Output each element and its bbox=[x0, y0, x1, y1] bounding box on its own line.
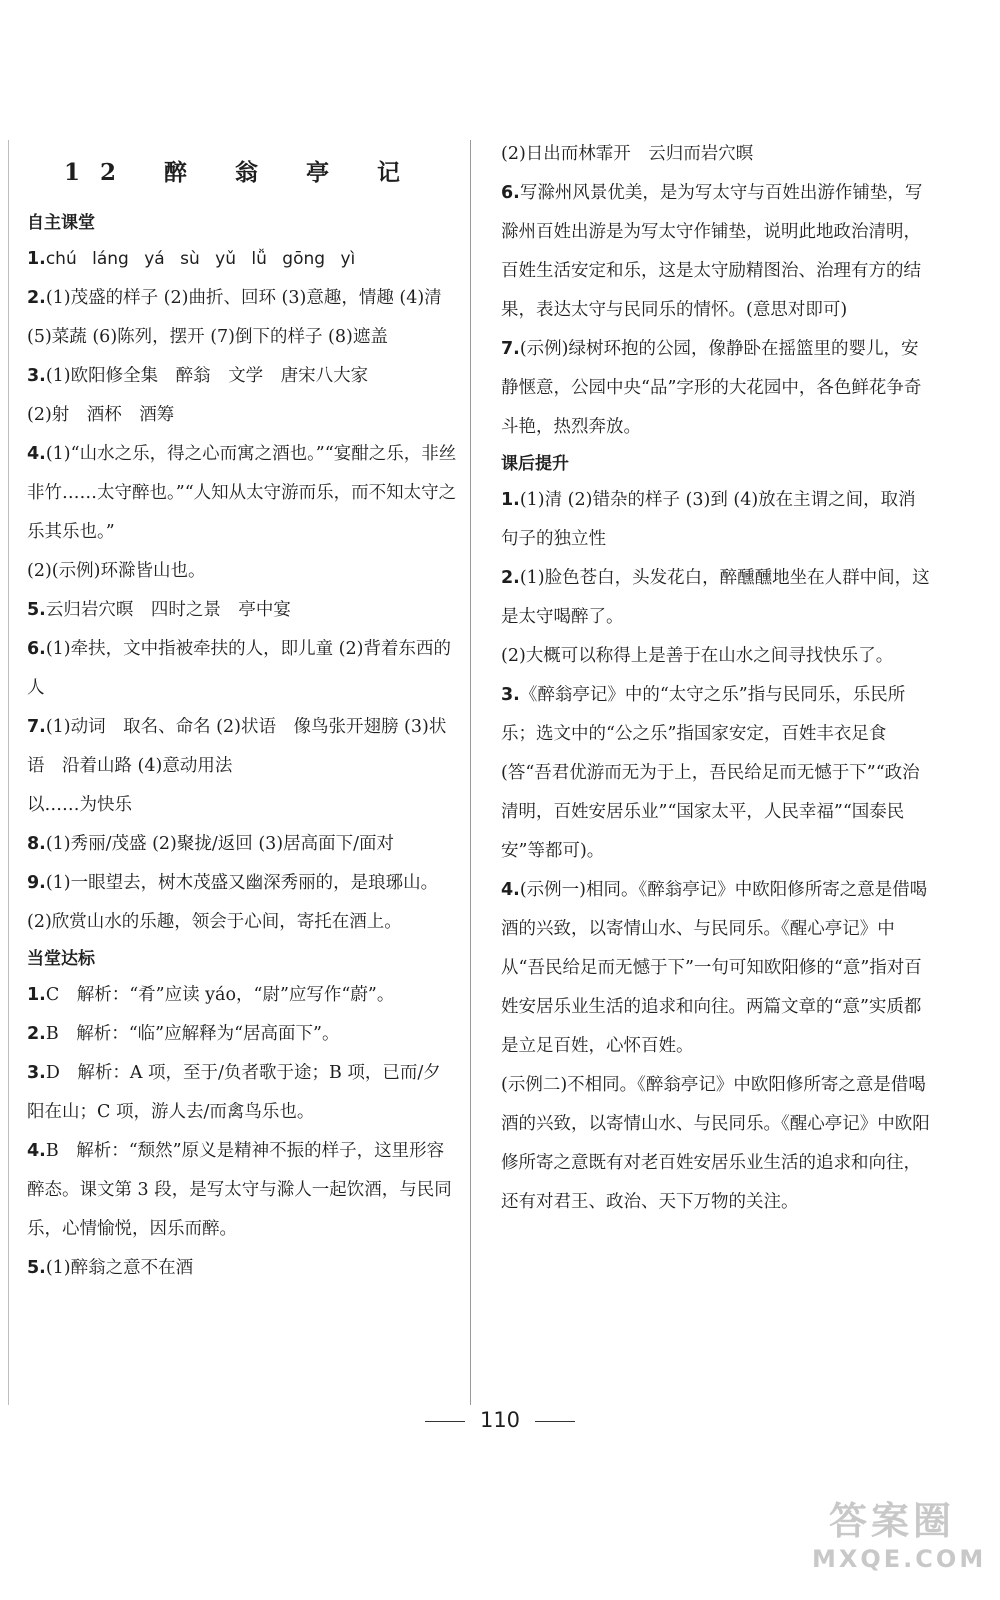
answer-item: 3.D 解析：A 项，至于/负者歌于途；B 项，已而/夕阳在山；C 项，游人去/而禽鸟乐也。 bbox=[27, 1063, 441, 1122]
footer-dash-right bbox=[535, 1421, 575, 1422]
answer-subitem: (2)欣赏山水的乐趣，领会于心间，寄托在酒上。 bbox=[27, 912, 402, 932]
answer-subitem: 以……为快乐 bbox=[27, 795, 132, 815]
answer-item: 1.(1)清 (2)错杂的样子 (3)到 (4)放在主谓之间，取消句子的独立性 bbox=[501, 490, 916, 549]
section-heading-dangtang: 当堂达标 bbox=[27, 949, 95, 969]
answer-item: 6.写滁州风景优美，是为写太守与百姓出游作铺垫，写滁州百姓出游是为写太守作铺垫，说明此地政治清明，百姓生活安定和乐，这是太守励精图治、治理有方的结果，表达太守与民同乐的情怀。(意思对即可) bbox=[501, 183, 923, 320]
answer-item: 5.(1)醉翁之意不在酒 bbox=[27, 1258, 194, 1278]
answer-item: 8.(1)秀丽/茂盛 (2)聚拢/返回 (3)居高面下/面对 bbox=[27, 834, 395, 854]
section-heading-zizhu: 自主课堂 bbox=[27, 213, 95, 233]
left-margin-rule bbox=[8, 140, 9, 1405]
column-divider bbox=[470, 140, 471, 1405]
answer-item: 9.(1)一眼望去，树木茂盛又幽深秀丽的，是琅琊山。 bbox=[27, 873, 439, 893]
answer-item: 6.(1)牵扶，文中指被牵扶的人，即儿童 (2)背着东西的人 bbox=[27, 639, 451, 698]
answer-item: 5.云归岩穴暝 四时之景 亭中宴 bbox=[27, 600, 291, 620]
answer-subitem: (2)日出而林霏开 云归而岩穴暝 bbox=[501, 144, 754, 164]
answer-item: 2.(1)脸色苍白，头发花白，醉醺醺地坐在人群中间，这是太守喝醉了。 bbox=[501, 568, 930, 627]
answer-item: 1.C 解析：“肴”应读 yáo，“尉”应写作“蔚”。 bbox=[27, 985, 395, 1005]
answer-item: 4.(1)“山水之乐，得之心而寓之酒也。”“宴酣之乐，非丝非竹……太守醉也。”“人知从太守游而乐，而不知太守之乐其乐也。” bbox=[27, 444, 457, 542]
answer-item: 2.(1)茂盛的样子 (2)曲折、回环 (3)意趣，情趣 (4)清 (5)菜蔬 (6)陈列，摆开 (7)倒下的样子 (8)遮盖 bbox=[27, 288, 442, 347]
answer-item: 2.B 解析：“临”应解释为“居高面下”。 bbox=[27, 1024, 340, 1044]
watermark-logo-text: 答案圈 bbox=[828, 1499, 955, 1543]
answer-item: 7.(示例)绿树环抱的公园，像静卧在摇篮里的婴儿，安静惬意，公园中央“品”字形的大花园中，各色鲜花争奇斗艳，热烈奔放。 bbox=[501, 339, 922, 437]
answer-item: 3.《醉翁亭记》中的“太守之乐”指与民同乐，乐民所乐；选文中的“公之乐”指国家安定，百姓丰衣足食(答“吾君优游而无为于上，吾民给足而无憾于下”“政治清明，百姓安居乐业”“国家太平，人民幸福”“国泰民安”等都可)。 bbox=[501, 685, 920, 861]
right-column bbox=[501, 135, 931, 1222]
page-footer bbox=[0, 1408, 1000, 1432]
answer-subitem: (2)射 酒杯 酒筹 bbox=[27, 405, 175, 425]
answer-subitem: (2)大概可以称得上是善于在山水之间寻找快乐了。 bbox=[501, 646, 894, 666]
footer-dash-left bbox=[425, 1421, 465, 1422]
answer-item: 1.chú láng yá sù yǔ lǚ gōng yì bbox=[27, 249, 356, 269]
answer-item: 4.(示例一)相同。《醉翁亭记》中欧阳修所寄之意是借喝酒的兴致，以寄情山水、与民同乐。《醒心亭记》中从“吾民给足而无憾于下”一句可知欧阳修的“意”指对百姓安居乐业生活的追求和向往。两篇文章的“意”实质都是立足百姓，心怀百姓。 bbox=[501, 880, 928, 1056]
answer-subitem: (2)(示例)环滁皆山也。 bbox=[27, 561, 206, 581]
answer-item: 7.(1)动词 取名、命名 (2)状语 像鸟张开翅膀 (3)状语 沿着山路 (4)意动用法 bbox=[27, 717, 447, 776]
section-heading-kehou: 课后提升 bbox=[501, 454, 569, 474]
page-number: 110 bbox=[479, 1408, 521, 1432]
site-watermark bbox=[812, 1490, 987, 1580]
watermark-url: MXQE.COM bbox=[812, 1545, 987, 1573]
answer-subitem: (示例二)不相同。《醉翁亭记》中欧阳修所寄之意是借喝酒的兴致，以寄情山水、与民同乐。《醒心亭记》中欧阳修所寄之意既有对老百姓安居乐业生活的追求和向往，还有对君王、政治、天下万物的关注。 bbox=[501, 1075, 930, 1212]
left-column bbox=[27, 128, 457, 1288]
page-title: 12 醉 翁 亭 记 bbox=[63, 159, 421, 186]
answer-item: 3.(1)欧阳修全集 醉翁 文学 唐宋八大家 bbox=[27, 366, 369, 386]
answer-item: 4.B 解析：“颓然”原义是精神不振的样子，这里形容醉态。课文第 3 段，是写太守与滁人一起饮酒，与民同乐，心情愉悦，因乐而醉。 bbox=[27, 1141, 452, 1239]
